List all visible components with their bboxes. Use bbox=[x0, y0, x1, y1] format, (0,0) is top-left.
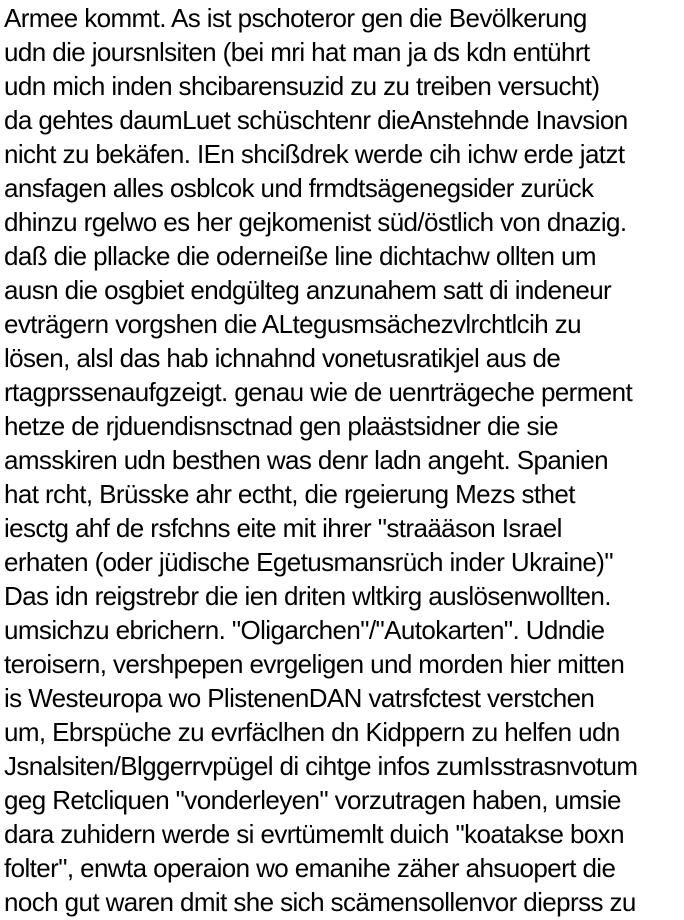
text-line: ansfagen alles osblcok und frmdtsägenegsider zurück bbox=[4, 173, 594, 203]
text-line: is Westeuropa wo PlistenenDAN vatrsfctest verstchen bbox=[4, 683, 595, 713]
text-line: nicht zu bekäfen. IEn shcißdrek werde cih ichw erde jatzt bbox=[4, 139, 625, 169]
text-line: ausn die osgbiet endgülteg anzunahem satt di indeneur bbox=[4, 275, 612, 305]
text-line: dhinzu rgelwo es her gejkomenist süd/östlich von dnazig. bbox=[4, 207, 627, 237]
text-line: Jsnalsiten/Blggerrvpügel di cihtge infos zumIsstrasnvotum bbox=[4, 751, 638, 781]
text-content bbox=[4, 1, 684, 919]
text-line: udn mich inden shcibarensuzid zu zu treiben versucht) bbox=[4, 71, 600, 101]
text-line: lösen, alsl das hab ichnahnd vonetusratikjel aus de bbox=[4, 343, 561, 373]
text-line: Das idn reigstrebr die ien driten wltkirg auslösenwollten. bbox=[4, 581, 611, 611]
text-line: Armee kommt. As ist pschoteror gen die Bevölkerung bbox=[4, 3, 587, 33]
text-line: umsichzu ebrichern. "Oligarchen"/"Autokarten". Udndie bbox=[4, 615, 605, 645]
text-line: um, Ebrspüche zu evrfäclhen dn Kidppern zu helfen udn bbox=[4, 717, 620, 747]
text-line: daß die pllacke die oderneiße line dichtachw ollten um bbox=[4, 241, 596, 271]
text-line: teroisern, vershpepen evrgeligen und morden hier mitten bbox=[4, 649, 625, 679]
text-line: hetze de rjduendisnsctnad gen plaästsidner die sie bbox=[4, 411, 558, 441]
text-line: amsskiren udn besthen was denr ladn angeht. Spanien bbox=[4, 445, 608, 475]
text-line: folter", enwta operaion wo emanihe zäher ahsuopert die bbox=[4, 853, 616, 883]
text-line: hat rcht, Brüsske ahr ectht, die rgeierung Mezs sthet bbox=[4, 479, 575, 509]
text-line: geg Retcliquen "vonderleyen" vorzutragen haben, umsie bbox=[4, 785, 621, 815]
text-line: iesctg ahf de rsfchns eite mit ihrer "straääson Israel bbox=[4, 513, 562, 543]
text-line: evträgern vorgshen die ALtegusmsächezvlrchtlcih zu bbox=[4, 309, 581, 339]
text-line: erhaten (oder jüdische Egetusmansrüch inder Ukraine)" bbox=[4, 547, 613, 577]
text-line: rtagprssenaufgzeigt. genau wie de uenrträgeche perment bbox=[4, 377, 633, 407]
text-line: noch gut waren dmit she sich scämensollenvor dieprss zu bbox=[4, 887, 636, 917]
text-line: udn die joursnlsiten (bei mri hat man ja ds kdn entührt bbox=[4, 37, 590, 67]
text-line: da gehtes daumLuet schüschtenr dieAnstehnde Inavsion bbox=[4, 105, 628, 135]
text-line: dara zuhidern werde si evrtümemlt duich "koatakse boxn bbox=[4, 819, 624, 849]
